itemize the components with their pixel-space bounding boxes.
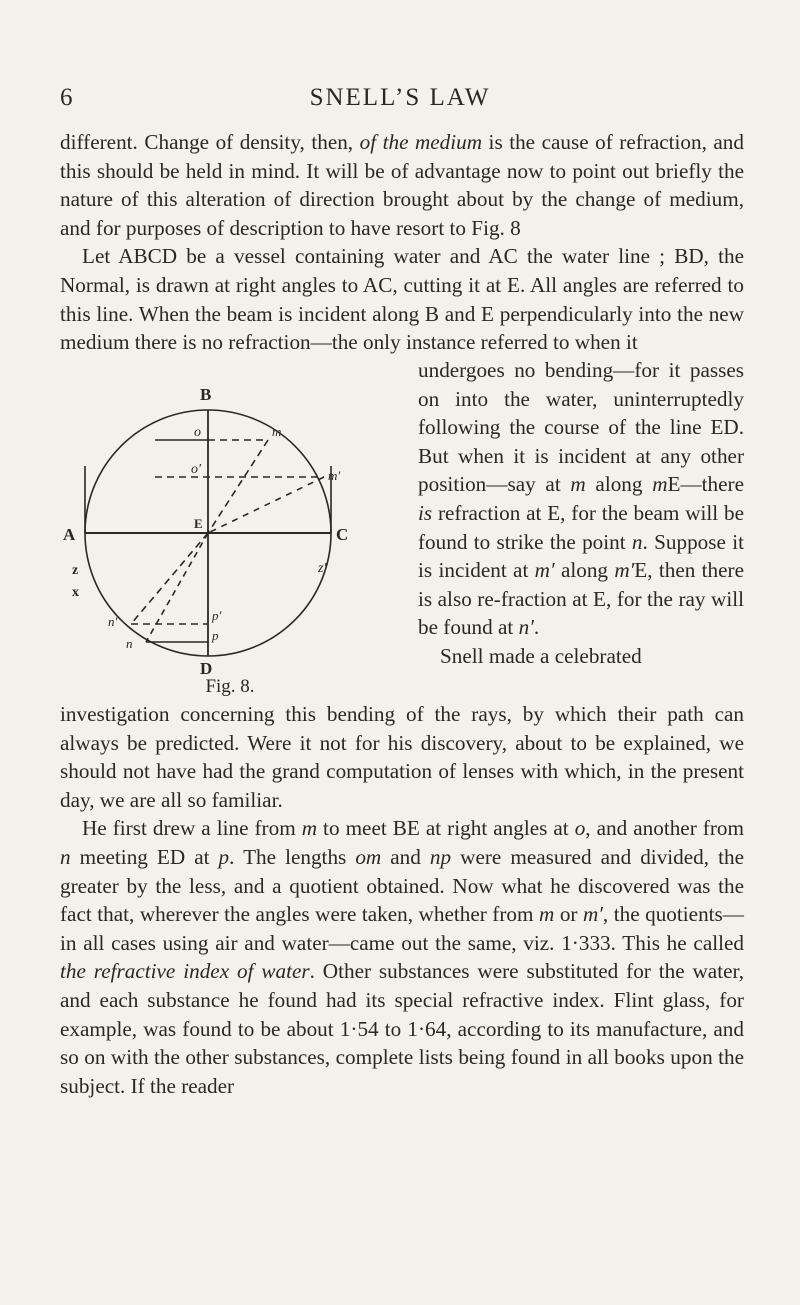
body-text-beside-figure <box>418 356 744 671</box>
label-a: A <box>63 525 76 544</box>
label-o-prime: o′ <box>191 462 202 477</box>
snell-paragraph-start: Snell made a celebrated <box>440 643 642 668</box>
body-text-bottom <box>60 700 744 1100</box>
running-head: SNELL’S LAW <box>309 84 491 111</box>
label-n: n <box>126 636 133 651</box>
paragraph-3: investigation concerning this bending of the rays, by which their path can always be predicted. Were it not for his discovery, about to be explained, we should not have had the grand computation of lenses with which, in the present day, we are all so familiar. <box>60 702 744 812</box>
figure-caption: Fig. 8. <box>205 676 255 697</box>
para1-text-a: different. Change of density, then, <box>60 130 360 154</box>
page-number: 6 <box>60 84 73 111</box>
body-text-top <box>60 128 744 357</box>
para1-emphasis: of the medium <box>359 130 483 154</box>
label-x: x <box>72 585 79 600</box>
label-z: z <box>72 563 79 578</box>
refracted-ray-n-prime <box>131 533 208 624</box>
refracted-ray-n <box>146 533 208 642</box>
paragraph-1 <box>60 128 744 242</box>
label-m: m <box>272 424 282 439</box>
label-m-prime: m′ <box>328 468 341 483</box>
incident-ray-m <box>208 440 268 533</box>
label-d: D <box>200 659 213 676</box>
para1-text-b: is the cause of refraction, and this should be held in mind. It will be of advantage now to point out briefly the nature of this alteration of direction brought about by the change of medium, and for purposes of description to have resort to Fig. 8 <box>60 130 744 240</box>
label-b: B <box>200 385 212 404</box>
label-z-prime: z′ <box>318 561 327 576</box>
label-o: o <box>194 425 201 440</box>
label-e: E <box>194 516 203 531</box>
paragraph-4: He first drew a line from m to meet BE at right angles at o, and another from n meeting ED at p. The lengths om and np were measured and divided, the greater by the less, and a quotient obtained. Now what he discovered was the fact that, wherever the angles were taken, whether from m or m′, the quotients—in all cases using air and water—came out the same, viz. 1·333. This he called the refractive index of water. Other substances were substituted for the water, and each substance he found had its special refractive index. Flint glass, for example, was found to be about 1·54 to 1·64, according to its manufacture, and so on with the other substances, complete lists being found in all books upon the subject. If the reader <box>60 816 744 1098</box>
page-header <box>0 84 800 120</box>
refraction-diagram <box>60 356 400 676</box>
label-p: p <box>212 628 219 643</box>
label-c: C <box>336 525 349 544</box>
side-paragraph: undergoes no bending—for it passes on into the water, uninterruptedly following the course of the line ED. But when it is incident at any other position—say at m along mE—there is refraction at E, for the beam will be found to strike the point n. Suppose it is incident at m′ along m′E, then there is also re-fraction at E, for the ray will be found at n′. <box>418 358 745 640</box>
figure-8 <box>60 356 400 718</box>
label-n-prime: n′ <box>108 614 118 629</box>
paragraph-2: Let ABCD be a vessel containing water and AC the water line ; BD, the Normal, is drawn at right angles to AC, cutting it at E. All angles are referred to this line. When the beam is incident along B and E perpendicularly into the new medium there is no refraction—the only instance referred to when it <box>60 244 744 355</box>
label-p-prime: p′ <box>212 608 222 623</box>
